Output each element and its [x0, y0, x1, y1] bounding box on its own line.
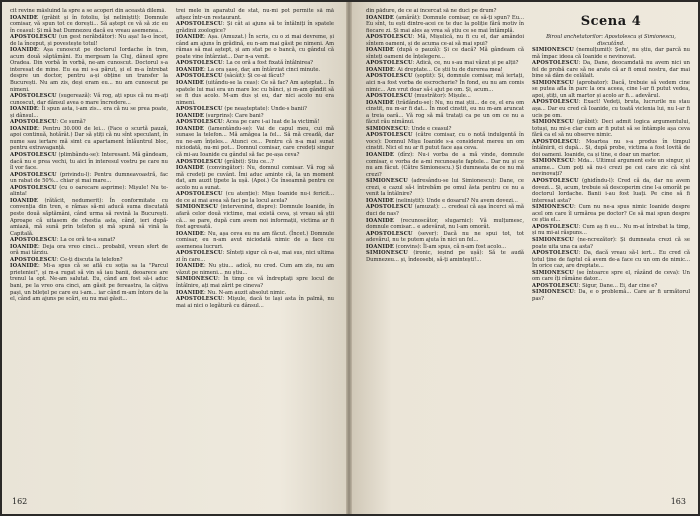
dialogue-paragraph: APOSTOLESCU: Exact! Vedeți, bruta, lucrurile nu stau așa... Dar eu cred că Ioanide, cu toată viclenia lui, nu l-ar fi ucis pe om. [532, 99, 690, 119]
dialogue-paragraph: APOSTOLESCU: Ce sumă? [10, 119, 86, 126]
dialogue-paragraph: SIMIONESCU: Cum nu ne-a spus nimic Ioanide despre acel om care îl urmărea pe doctor? Ce să mai spun despre ce știa el... [532, 204, 690, 224]
dialogue-paragraph: IOANIDE (trădându-se): Nu, nu mai știi... de ce, el era om cinstit, nu m-ar fi dat... În mod cinstit, eu nu m-am aruncat a treia oară... Vă rog să mă tratați ca pe un om ce nu a făcut rău nimănui. [366, 99, 524, 126]
dialogue-paragraph: IOANIDE: Așa cunoscut pe doctorul Iordache în tren, acum două săptămâni. Eu mergeam la Cluj, dânsul spre Oradea. Din vorbă în vorbă, ne-am cunoscut. Doctorul s-a interesat de mine. Eu ea mi s-a părut, și el m-a întrebat despre un doctor, pentru a-și obține un transfer la București. Nu am zis, deși eram eu... nu am cunoscut pe nimeni. [10, 47, 168, 93]
dialogue-paragraph: APOSTOLESCU: Ce-ți discuta la telefon? [10, 256, 123, 263]
dialogue-paragraph: IOANIDE: Îi spun asta, i-am zis... era că nu se prea poate, și dânsul... [10, 106, 168, 119]
dialogue-paragraph: APOSTOLESCU (amuzat): ... credeai că așa încerci să mă duci de nas? [366, 204, 524, 217]
dialogue-paragraph: APOSTOLESCU: Cum aș fi eu... Nu m-ai întrebat la timp, și nu mi-ai răspuns... [532, 223, 690, 237]
dialogue-paragraph: IOANIDE (după o pauză): Și ce dacă? Mă gândeam că sînteți oameni de înțelegere... [366, 47, 524, 60]
dialogue-paragraph: IOANIDE (uitându-se la ceas): Ce să fac? Am așteptat... În spatele lui mai era un mare loc cu bănci, și m-am gândit să se fi dus acolo. M-am dus și eu, dar nici acolo nu era nimeni. [176, 80, 334, 106]
dialogue-paragraph: APOSTOLESCU (plimbându-se): Interesant. Mă gândeam, dacă nu e prea vechi, tu aici în interesul vostru pe care nu îl vor face. [10, 152, 168, 172]
dialogue-paragraph: SIMIONESCU (grăbit): Deci admit logica argumentului, totuși, nu mi-e clar cum ar fi putut să se întâmple așa ceva fără ca el să nu observe nimic. [532, 119, 690, 139]
left-page [2, 2, 350, 514]
dialogue-paragraph: SIMIONESCU: În timp ce vă îndreptați spre locul de întâlnire, ați mai zărit pe cineva? [176, 276, 334, 289]
dialogue-paragraph: APOSTOLESCU: Sigur, Dane... Ei, dar cine e? [532, 282, 658, 289]
dialogue-paragraph: IOANIDE: Pentru 30.000 de lei... (Face o scurtă pauză, apoi continuă, hotărât.) Dar să știți că nu sînt speculant, în nume sau iertare mă simt cu apartament înlăuntrul bloc, pentru extravaganță. [10, 125, 168, 152]
dialogue-paragraph: APOSTOLESCU (sâcâit): Și ce-ai făcut? [176, 73, 285, 80]
dialogue-paragraph: IOANIDE: Mi-a spus că se află cu soția sa la "Parcul prieteniei", și m-a rugat să vin să iau banii, deoarece are trenul la opt. Ne-am salutat. Eu, când am fost să-i aduc bani, pe la vreo ora cinci, am găsit pe fereastra, la câțiva pași, un bilețel pe care eu i-am... iar când m-am întors de la el, când am ajuns pe scări, eu nu mai găsit... [10, 263, 168, 303]
dialogue-paragraph: cit revine măsluind la spre a se acoperi din această dilemă. [10, 8, 167, 14]
dialogue-paragraph: IOANIDE: Nu. N-am auzit absolut nimic. [176, 289, 287, 296]
dialogue-paragraph: IOANIDE: Așa. (Amuzat.) În scris, cu o zi mai devreme, și când am ajuns în grădină, eu n-am mai găsit pe nimeni. Am rămas să mai aștept, și am stat pe o bancă, cu gândul că poate vine întârziat... Dar n-a venit. [176, 34, 334, 60]
dialogue-paragraph: APOSTOLESCU (grăbit): Știu ce...? [176, 158, 274, 165]
dialogue-paragraph: IOANIDE: Ai dreptate... Ce știi tu de durerea mea! [366, 66, 503, 73]
dialogue-paragraph: IOANIDE: La ora șase, dar, am întârziat cinci minute. [176, 66, 321, 73]
dialogue-paragraph: APOSTOLESCU: Și cât ai ajuns să te întâlniți în spatele grădinii zoologice? [176, 21, 334, 34]
dialogue-paragraph: SIMIONESCU (adresându-se lui Simionescu): Dane, ce crezi, e cazul să-i întrebăm pe omul ăsta pentru ce nu a venit la întâlnire? [366, 178, 524, 198]
dialogue-paragraph: IOANIDE (convingător): Nu, domnul comisar. Vă rog să mă credeți pe cuvânt. Îmi aduc aminte că, la un moment dat, am auzit țipete la ușă. (Apoi.) Ce înseamnă pentru ce acolo nu a sunat. [176, 165, 334, 191]
dialogue-paragraph: APOSTOLESCU: Moartea nu s-a produs în timpul întâlnirii, ci după... Și, după probe, victima a fost lovită de doi oameni. Ioanide, ca și tine, e doar un martor. [532, 138, 690, 158]
scene-direction: Biroul anchetatorilor: Apostolescu și Simionescu, discutând. [546, 34, 676, 47]
right-page-column-1 [366, 8, 524, 488]
dialogue-paragraph: IOANIDE (dîrz): Nu-i vorba de a mă vinde, domnule comisar, e vorba de a-mi recunoaște faptele... Dar nu și ce nu am făcut. (Către Simionescu.) Și dumneata de ce nu mă crezi? [366, 152, 524, 178]
page-number-left: 162 [12, 497, 28, 506]
dialogue-paragraph: APOSTOLESCU (ghidîndu-l): Cred că da, dar nu avem dovezi... Și, acum, trebuie să descoperim cine l-a omorât pe doctorul Iordache. Banii i-au fost luați. Pe cine să fi interesat asta? [532, 178, 690, 204]
dialogue-paragraph: SIMIONESCU: Da, e o problemă... Care ar fi următorul pas? [532, 289, 690, 302]
dialogue-paragraph: APOSTOLESCU (șoptit): Și, domnule comisar, mă iertați, aici n-a fost vorba de escrocherie? În fond, eu nu am comis nimic... Am vrut doar să-i ajut pe om. Și, acum... [366, 73, 524, 93]
dialogue-paragraph: APOSTOLESCU: Acea pe care i-ai luat de la victimă! [176, 119, 320, 126]
dialogue-paragraph: IOANIDE: Nu știu... adică, nu cred. Cum am zis, nu am văzut pe nimeni... nu știu... [176, 263, 334, 276]
dialogue-paragraph: IOANIDE (grăbit și în fotoliu, își neliniștit): Domnule comisar, vă spun tot ce dorești... Să aștept ce vă să zic eu în ceasul: Și mă bat Dumnezeu dacă eu vreau asemenea... [10, 14, 168, 34]
dialogue-paragraph: IOANIDE (recunoscător, slugarnic): Vă mulțumesc, domnule comisar... e adevărat, nu l-am omorât. [366, 217, 524, 231]
dialogue-paragraph: SIMIONESCU (se întoarce spre el, râzând de ceva): Un om care îți rămâne dator... [532, 269, 690, 283]
scene-title: Scena 4 [580, 14, 642, 29]
dialogue-paragraph: APOSTOLESCU: Da, Dane, deocamdată nu avem nici un fel de probă care să ne arate că ar fi omul nostru, dar mai bine să dăm de celălalt. [532, 60, 690, 80]
page-number-right: 163 [670, 497, 686, 506]
dialogue-paragraph: IOANIDE (convins): Îl-am spus, că n-am fost acolo... [366, 243, 507, 250]
dialogue-paragraph: SIMIONESCU (ne-ncrezător): Și dumneata crezi că se poate uita una ca asta? [532, 236, 690, 250]
dialogue-paragraph: APOSTOLESCU: Mă, Mișulică, nu fi cu el, dar amândoi sîntem oameni, și de acuma ce-ai să mai spui? [366, 34, 524, 47]
left-page-column-1 [10, 8, 168, 488]
left-page-column-2 [176, 8, 334, 488]
dialogue-paragraph: APOSTOLESCU (cu o oarecare asprime): Mișule! Nu te-alinta! [10, 184, 168, 198]
dialogue-paragraph: SIMIONESCU: Mda... Ultimul argument este un singur, și anume... Cum poți să nu-i crezi pe cei care zic că sînt nevinovați? [532, 158, 690, 178]
dialogue-paragraph: SIMIONESCU (intervenind, dispre): Domnule Ioanide, în afară celor două victime, mai există ceva, și vreau să știi că... se pare, după cum avem noi informații, victima ar fi fost agresată. [176, 204, 334, 231]
dialogue-paragraph: IOANIDE (neliniștit): Unde e dosarul? Nu avem dovezi... [366, 197, 518, 204]
right-page [350, 2, 698, 514]
dialogue-paragraph: IOANIDE (rătăcit, nedumerit): În conformitate cu convenția din tren, e rămas să-mi aducă suma discutată peste două săptămâni, când urma să revină la București. Aproape că uitasem de chestia asta, când, ieri după-amiază, mă sună prin telefon și mă spună să vină la Capitală. [10, 197, 168, 237]
dialogue-paragraph: APOSTOLESCU (mustrător): Mișule... [366, 93, 471, 100]
dialogue-paragraph: din pădure, de ce ai încercat să ne duci pe drum? [366, 8, 497, 14]
dialogue-paragraph: IOANIDE (surprins): Care bani? [176, 112, 264, 119]
dialogue-paragraph: SIMIONESCU (aprobator): Dacă, trebuie să vedem cine se putea afla în parc la ora aceea, cine l-ar fi putut vedea, apoi, știți, un alt martor și acolo ar fi... adevărul. [532, 79, 690, 99]
dialogue-paragraph: APOSTOLESCU (privindu-l): Pentru dumneavoastră, fac un rabat de 50%... chiar și mai mare... [10, 171, 168, 185]
dialogue-paragraph: IOANIDE (lamentându-se): Vai de capul meu, cui mă sunase la telefon... Mă amăgea la fel... Să mă creadă, dar nu ne-am înțeles... Atunci ce... Pentru că n-a mai sunat niciodată, nu-mi pot... Domnul comisar, care credeți singur că mi-au Ioanide cu gândul să fac pe-așa ceva? [176, 125, 334, 159]
dialogue-paragraph: APOSTOLESCU: La ce oră te-a sunat? [10, 237, 116, 244]
dialogue-paragraph: IOANIDE (amărât): Domnule comisar, ce să-ți spun? Eu... Eu sînt, tu ești dintre-acei ce te duc la poliție fără motiv în fiecare zi. Și mai ales aș vrea să știu ce se mai întâmplă. [366, 14, 524, 34]
dialogue-paragraph: APOSTOLESCU (un gest nerăbdător): Nu așa! Ia-o încet, de la început, și povestește totul! [10, 34, 168, 47]
dialogue-paragraph: APOSTOLESCU (cu atenție): Mișu Ioanide nu-i fericit... de ce ai mai avea să faci pe la locul acela? [176, 191, 334, 204]
dialogue-paragraph: APOSTOLESCU: Da, dacă vreau să-l iert... Eu cred că totul ține de faptul că avem de-a face cu un om de nimic... În orice caz, are dreptate... [532, 250, 690, 270]
dialogue-paragraph: SIMIONESCU: Unde e ceasul? [366, 125, 452, 132]
dialogue-paragraph: APOSTOLESCU (pe neașteptate): Unde-s banii? [176, 106, 307, 113]
dialogue-paragraph: SIMIONESCU (nemulțumit): Șefu', nu știu, dar parcă nu mă împac ideea că Ioanide e nevinovat. [532, 47, 690, 60]
dialogue-paragraph: APOSTOLESCU (sever): Dacă nu ne spui tot, tot adevărul, nu te putem ajuta în nici un fel... [366, 230, 524, 244]
dialogue-paragraph: APOSTOLESCU: La ce oră a fost fixată întâlnirea? [176, 60, 314, 67]
dialogue-paragraph: IOANIDE: Nu, așa ceva eu nu am făcut. (Încet.) Domnule comisar, eu n-am avut niciodată nimic de a face cu asemenea lucruri. [176, 230, 334, 250]
dialogue-paragraph: APOSTOLESCU (sugerează): Vă rog, ați spus că nu m-ați cunoscut, dar dânsul avea o mare încredere... [10, 93, 168, 106]
dialogue-paragraph: APOSTOLESCU: Mișule, dacă te lași asta în palmă, nu mai ai nici o legătură cu dânsul... [176, 296, 334, 309]
dialogue-paragraph: APOSTOLESCU: Sînteți sigur că n-ai, mai sus, nici ultima zi în care... [176, 250, 334, 263]
scene-text [532, 47, 690, 302]
dialogue-paragraph: IOANIDE: Deja ora vreo cinci... probabil, vreun sfert de oră mai târziu. [10, 243, 168, 257]
dialogue-paragraph: trei mele în aparatul de stat, nu-mi pot permite să mă afișez într-un restaurant. [176, 8, 334, 21]
dialogue-paragraph: SIMIONESCU (ironic, ieșind pe ușă): Să te audă Dumnezeu... și, îndeosebi, să-ți amintești!... [366, 250, 524, 263]
right-page-column-2 [532, 8, 690, 488]
dialogue-paragraph: APOSTOLESCU: Adică, ce, nu s-au mai văzut și pe alții? [366, 60, 519, 67]
book-gutter [346, 2, 352, 514]
dialogue-paragraph: APOSTOLESCU (către comisar, cu o notă indulgentă în voce): Domnul Mișu Ioanide s-a considerat mereu un om cinstit. Nici el nu ar fi putut face așa ceva. [366, 132, 524, 152]
